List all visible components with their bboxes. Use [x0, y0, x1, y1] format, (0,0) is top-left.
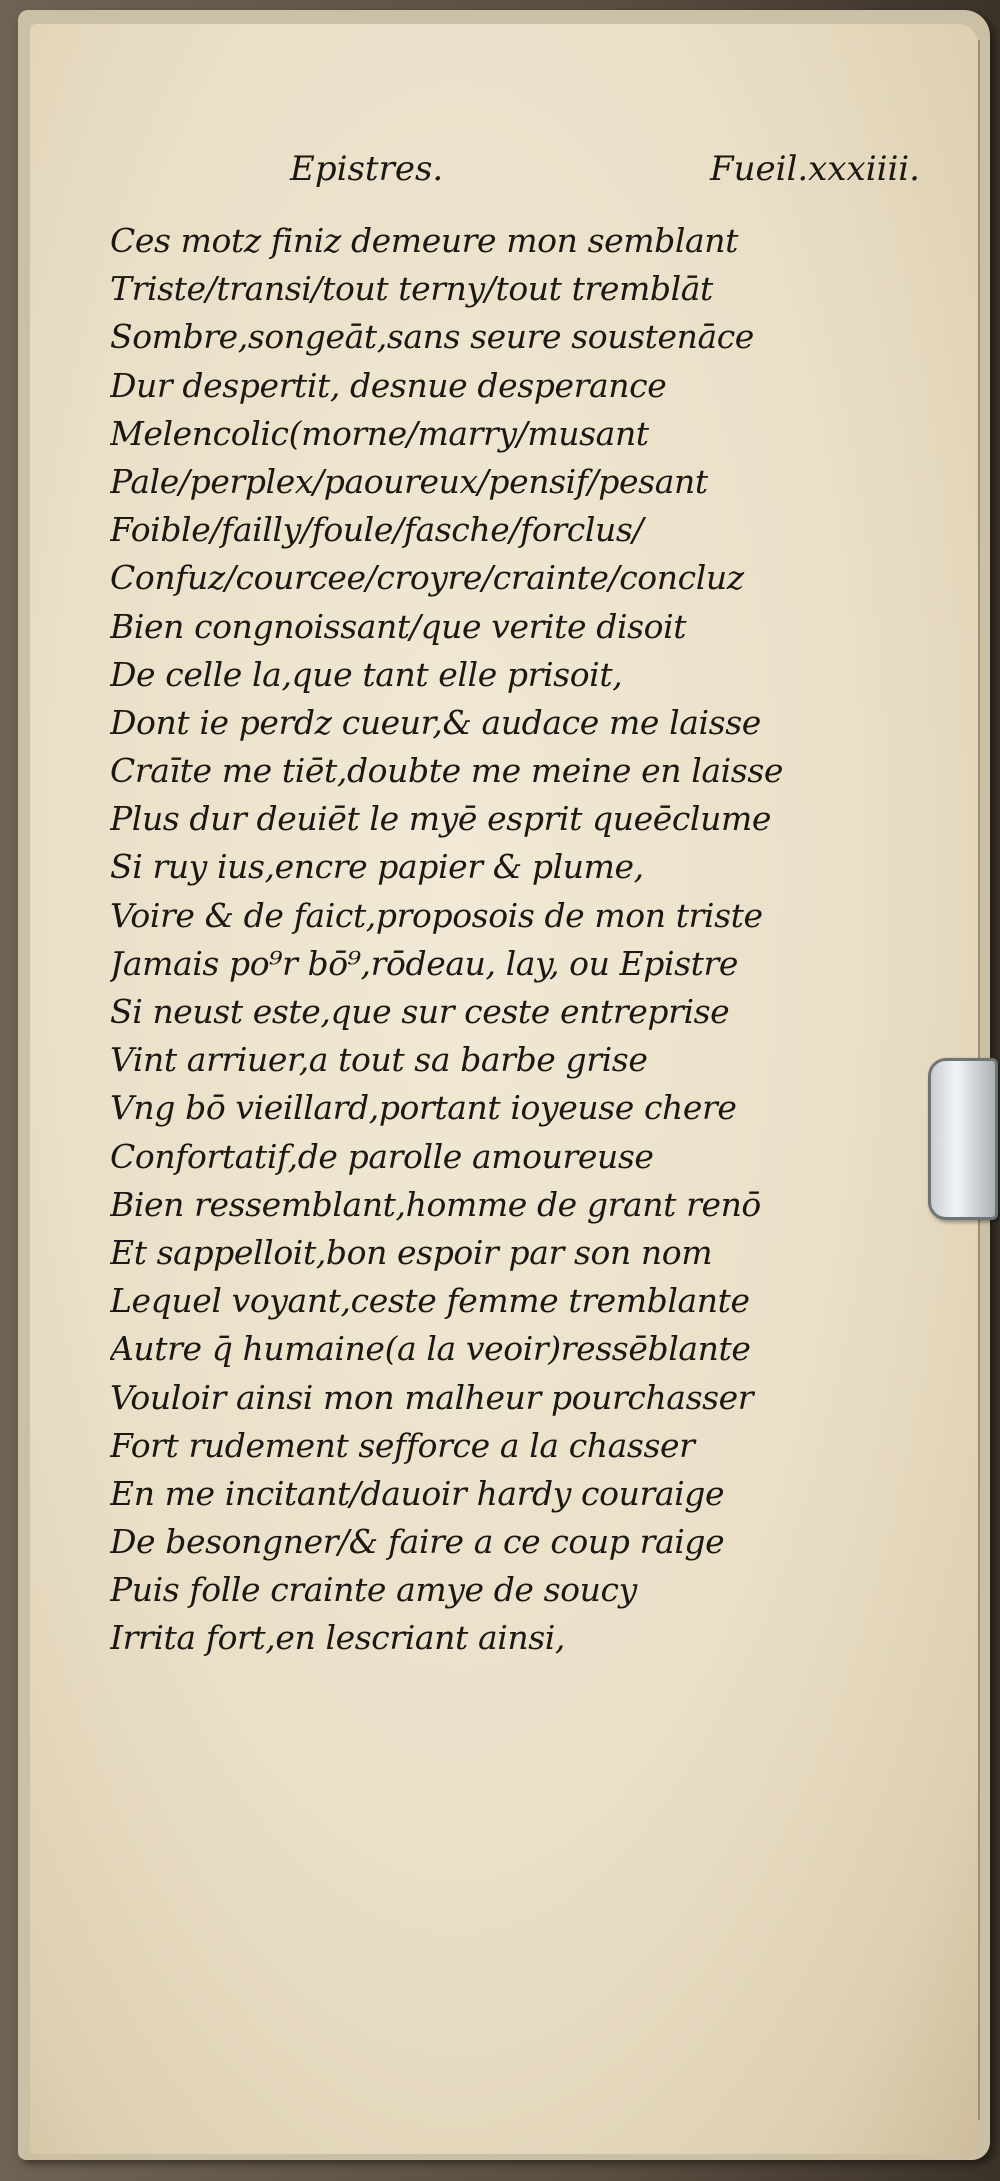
verse-line: En me incitant/dauoir hardy couraige [110, 1473, 725, 1513]
running-head-title: Epistres. [290, 149, 444, 189]
verse-line: De besongner/& faire a ce coup raige [110, 1522, 725, 1562]
verse-line: Autre q̄ humaine(a la veoir)ressēblante [110, 1329, 751, 1369]
verse-line: Pale/perplex/paoureux/pensif/pesant [110, 461, 708, 501]
verse-line: Voire & de faict,proposois de mon triste [110, 895, 763, 935]
verse-line: Dur despertit, desnue desperance [110, 365, 667, 405]
verse-line: Confortatif,de parolle amoureuse [110, 1136, 654, 1176]
verse-line: Confuz/courcee/croyre/crainte/concluz [110, 558, 744, 598]
verse-line: Sombre,songeāt,sans seure soustenāce [110, 317, 754, 357]
text-block [110, 149, 920, 1663]
book-page [30, 24, 978, 2154]
verse-line: Vint arriuer,a tout sa barbe grise [110, 1040, 648, 1080]
verse-line: Lequel voyant,ceste femme tremblante [110, 1281, 750, 1321]
verse-line: Puis folle crainte amye de soucy [110, 1570, 637, 1610]
running-head [110, 149, 920, 205]
verse-line: Fort rudement sefforce a la chasser [110, 1425, 695, 1465]
book-clasp [928, 1058, 998, 1220]
page-stack [18, 10, 990, 2160]
verse-line: De celle la,que tant elle prisoit, [110, 654, 623, 694]
verse-lines [110, 217, 920, 1663]
verse-line: Si neust este,que sur ceste entreprise [110, 992, 730, 1031]
verse-line: Irrita fort,en lescriant ainsi, [110, 1618, 566, 1658]
verse-line: Jamais po⁹r bō⁹,rōdeau, lay, ou Epistre [110, 943, 738, 983]
verse-line: Vng bō vieillard,portant ioyeuse chere [110, 1088, 737, 1128]
verse-line: Ces motz finiz demeure mon semblant [110, 221, 739, 260]
verse-line: Plus dur deuiēt le myē esprit queēclume [110, 799, 771, 839]
verse-line: Si ruy ius,encre papier & plume, [110, 847, 644, 887]
verse-line: Bien ressemblant,homme de grant renō [110, 1184, 761, 1224]
verse-line: Dont ie perdz cueur,& audace me laisse [110, 702, 761, 742]
verse-line: Melencolic(morne/marry/musant [110, 413, 649, 453]
verse-line: Bien congnoissant/que verite disoit [110, 606, 687, 646]
verse-line: Et sappelloit,bon espoir par son nom [110, 1232, 713, 1272]
verse-line: Foible/failly/foule/fasche/forclus/ [110, 510, 644, 550]
verse-line: Craīte me tiēt,doubte me meine en laisse [110, 751, 784, 791]
folio-number: Fueil.xxxiiii. [710, 149, 920, 189]
verse-line: Triste/transi/tout terny/tout tremblāt [110, 269, 713, 309]
verse-line: Vouloir ainsi mon malheur pourchasser [110, 1377, 754, 1417]
